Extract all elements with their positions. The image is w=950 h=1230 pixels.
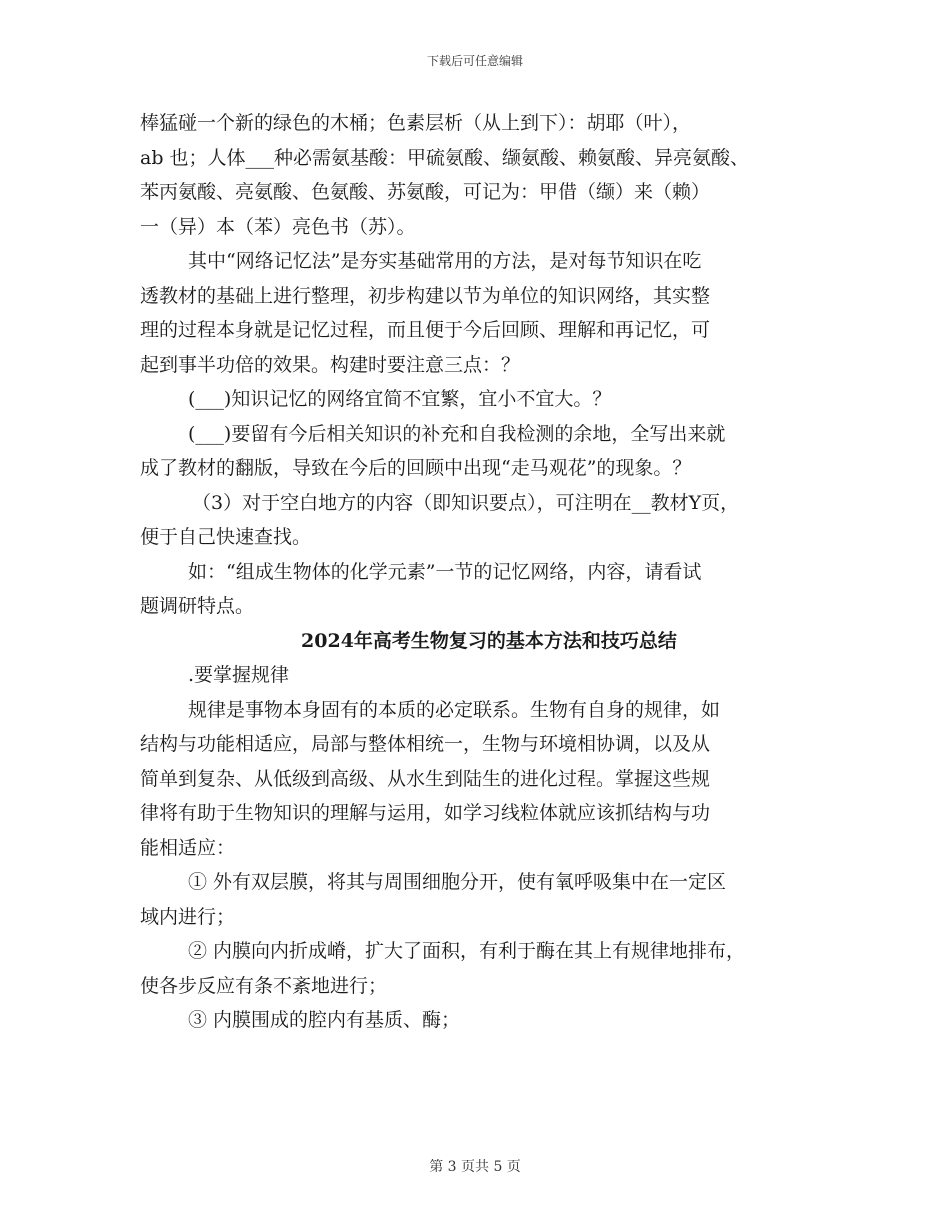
paragraph-line: 题调研特点。 (140, 595, 255, 617)
page-header: 下载后可任意编辑 (426, 54, 523, 68)
document-body (140, 106, 820, 1038)
paragraph-line: ① 外有双层膜，将其与周围细胞分开，使有氧呼吸集中在一定区 (188, 871, 727, 893)
paragraph-line: 结构与功能相适应，局部与整体相统一，生物与环境相协调，以及从 (140, 733, 711, 755)
paragraph-line: ③ 内膜围成的腔内有基质、酶； (188, 1009, 461, 1031)
paragraph-line: 棒猛碰一个新的绿色的木桶；色素层析（从上到下）：胡耶（叶）， (140, 112, 692, 134)
paragraph-line: 成了教材的翻版，导致在今后的回顾中出现“走马观花”的现象。？ (140, 457, 692, 479)
paragraph-line: (___)知识记忆的网络宜简不宜繁，宜小不宜大。？ (188, 388, 612, 410)
paragraph-line: 域内进行； (140, 905, 236, 928)
paragraph-line: （3）对于空白地方的内容（即知识要点），可注明在__教材Y页， (192, 491, 740, 514)
paragraph-line: 使各步反应有条不紊地进行； (140, 974, 388, 997)
paragraph-line: 如：“组成生物体的化学元素”一节的记忆网络，内容，请看试 (188, 560, 702, 583)
paragraph-line: 能相适应： (140, 836, 236, 859)
paragraph-line: 起到事半功倍的效果。构建时要注意三点：？ (140, 353, 521, 376)
paragraph-line: 透教材的基础上进行整理，初步构建以节为单位的知识网络，其实整 (140, 284, 711, 307)
paragraph-line: 律将有助于生物知识的理解与运用，如学习线粒体就应该抓结构与功 (140, 802, 711, 824)
paragraph-line: 便于自己快速查找。 (140, 526, 312, 548)
paragraph-line: .要掌握规律 (188, 664, 290, 686)
section-title: 2024年高考生物复习的基本方法和技巧总结 (301, 629, 677, 652)
paragraph-line: ② 内膜向内折成嵴，扩大了面积，有利于酶在其上有规律地排布， (188, 940, 746, 962)
paragraph-line: 一（异）本（苯）亮色书（苏）。 (140, 215, 416, 238)
page-footer: 第 3 页共 5 页 (429, 1159, 521, 1175)
paragraph-line: 理的过程本身就是记忆过程，而且便于今后回顾、理解和再记忆，可 (140, 319, 711, 341)
paragraph-line: 其中“网络记忆法”是夯实基础常用的方法，是对每节知识在吃 (188, 250, 702, 272)
paragraph-line: 苯丙氨酸、亮氨酸、色氨酸、苏氨酸，可记为：甲借（缬）来（赖） (140, 181, 711, 203)
paragraph-line: 规律是事物本身固有的本质的必定联系。生物有自身的规律，如 (188, 698, 721, 721)
paragraph-line: ab 也；人体___种必需氨基酸：甲硫氨酸、缬氨酸、赖氨酸、异亮氨酸、 (140, 146, 750, 169)
paragraph-line: 简单到复杂、从低级到高级、从水生到陆生的进化过程。掌握这些规 (140, 767, 711, 790)
paragraph-line: (___)要留有今后相关知识的补充和自我检测的余地，全写出来就 (188, 422, 726, 445)
